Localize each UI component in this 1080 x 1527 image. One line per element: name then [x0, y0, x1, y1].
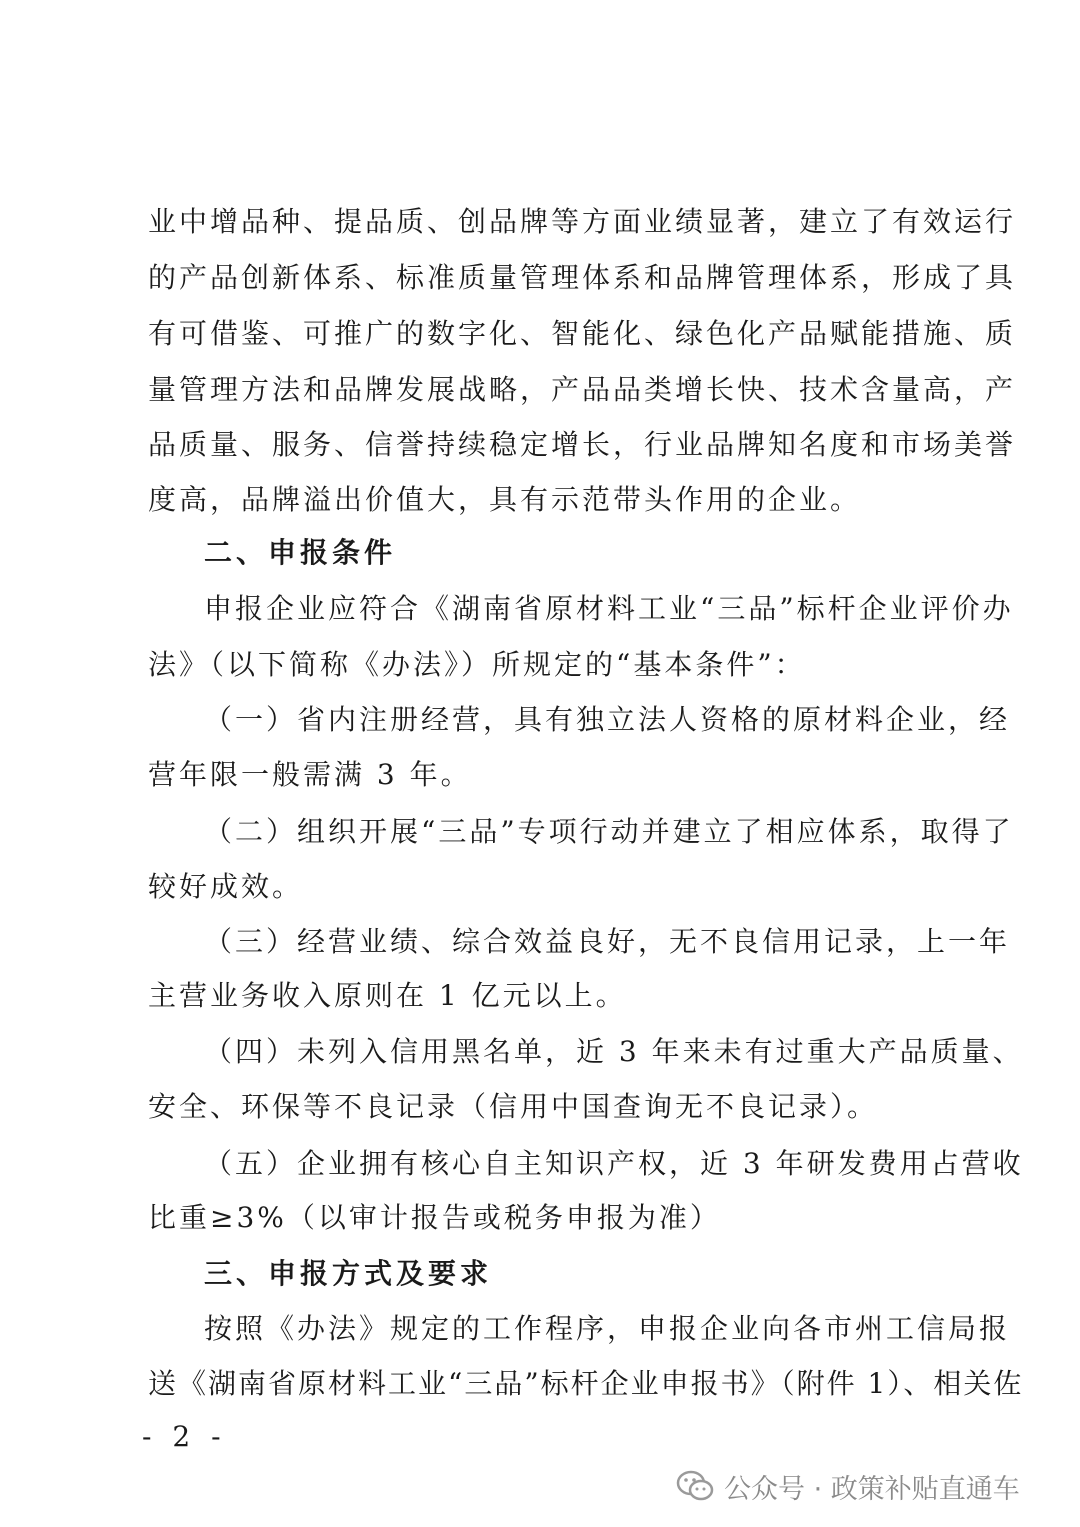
list-item-2: （二）组织开展“三品”专项行动并建立了相应体系，取得了	[204, 815, 1014, 848]
body-line: 申报企业应符合《湖南省原材料工业“三品”标杆企业评价办	[204, 592, 1014, 625]
body-line: 的产品创新体系、标准质量管理体系和品牌管理体系，形成了具	[148, 261, 1017, 294]
watermark-text: 公众号 · 政策补贴直通车	[724, 1473, 1020, 1505]
body-line: 量管理方法和品牌发展战略，产品品类增长快、技术含量高，产	[148, 373, 1017, 406]
section-heading-2: 二、申报条件	[204, 536, 397, 569]
body-line: 有可借鉴、可推广的数字化、智能化、绿色化产品赋能措施、质	[148, 317, 1017, 350]
body-line: 业中增品种、提品质、创品牌等方面业绩显著，建立了有效运行	[148, 205, 1017, 238]
body-line: 送《湖南省原材料工业“三品”标杆企业申报书》（附件 1）、相关佐	[148, 1367, 1024, 1400]
body-line: 法》（以下简称《办法》）所规定的“基本条件”：	[148, 648, 806, 681]
body-line: 主营业务收入原则在 1 亿元以上。	[148, 979, 627, 1012]
body-line: 度高，品牌溢出价值大，具有示范带头作用的企业。	[148, 483, 862, 516]
section-heading-3: 三、申报方式及要求	[204, 1257, 493, 1290]
body-line: 较好成效。	[148, 870, 304, 903]
body-line: 按照《办法》规定的工作程序，申报企业向各市州工信局报	[204, 1312, 1011, 1345]
body-line: 比重≥3%（以审计报告或税务申报为准）	[148, 1201, 721, 1234]
watermark	[676, 1464, 1020, 1508]
list-item-5: （五）企业拥有核心自主知识产权，近 3 年研发费用占营收	[204, 1147, 1024, 1180]
list-item-1: （一）省内注册经营，具有独立法人资格的原材料企业，经	[204, 703, 1011, 736]
wechat-icon	[676, 1469, 714, 1503]
body-line: 营年限一般需满 3 年。	[148, 758, 472, 791]
body-line: 安全、环保等不良记录（信用中国查询无不良记录）。	[148, 1090, 879, 1123]
list-item-4: （四）未列入信用黑名单，近 3 年来未有过重大产品质量、	[204, 1035, 1024, 1068]
body-line: 品质量、服务、信誉持续稳定增长，行业品牌知名度和市场美誉	[148, 428, 1017, 461]
page-number: - 2 -	[142, 1420, 227, 1453]
list-item-3: （三）经营业绩、综合效益良好，无不良信用记录，上一年	[204, 925, 1011, 958]
